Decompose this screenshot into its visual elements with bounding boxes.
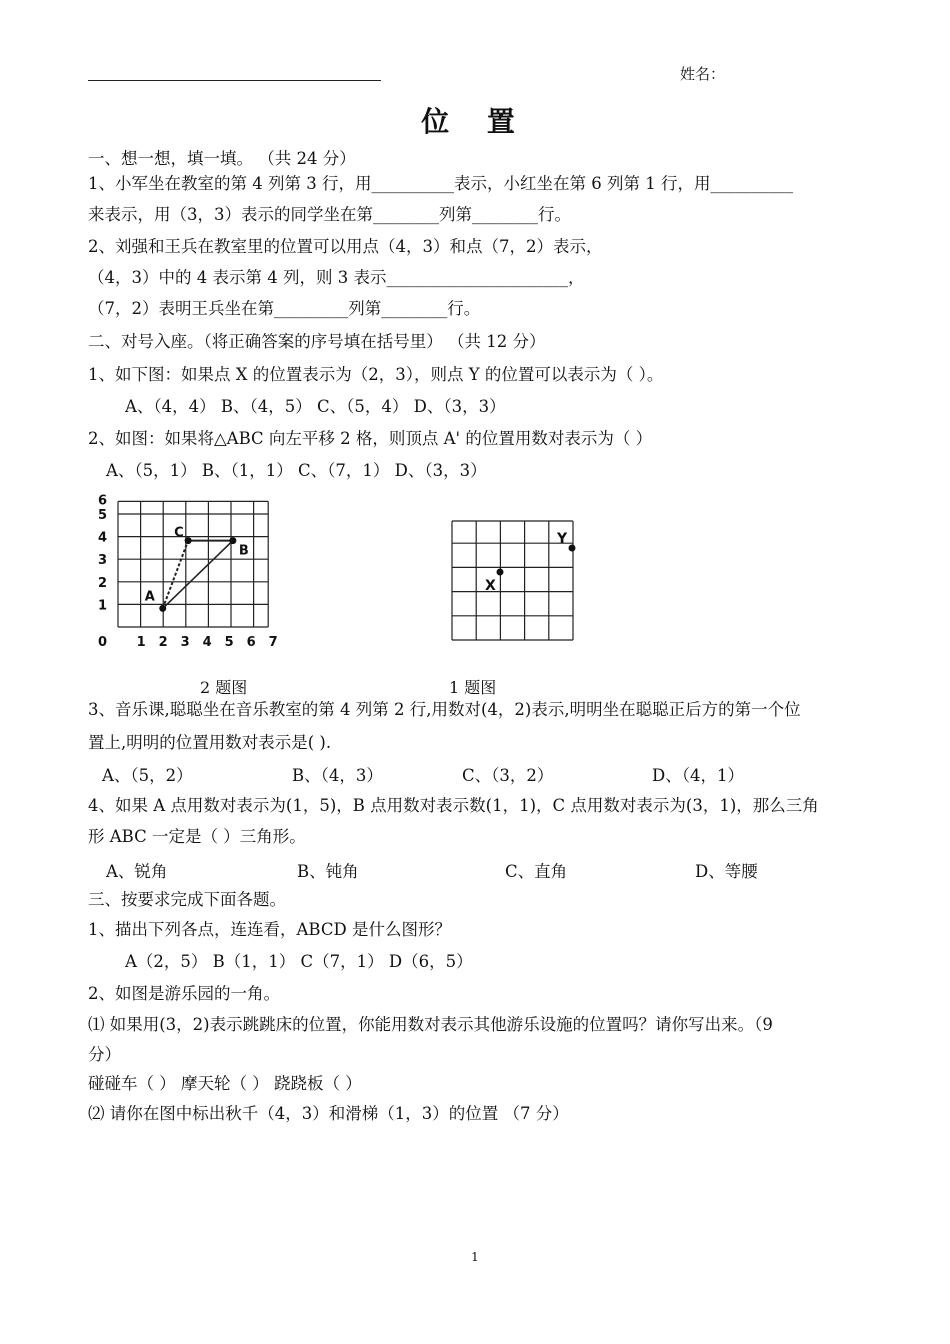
figure-2-grid [92,494,287,650]
q1-2-line1: 2、刘强和王兵在教室里的位置可以用点（4，3）和点（7，2）表示， [88,237,603,256]
section-1-heading: 一、想一想，填一填。 （共 24 分） [88,149,356,168]
q3-2-part2: ⑵ 请你在图中标出秋千（4，3）和滑梯（1，3）的位置 （7 分） [88,1104,569,1123]
q2-2-options: A、（5，1） B、（1，1） C、（7，1） D、（3，3） [106,461,487,480]
x-tick-label: 1 [136,635,146,650]
point-label-a: A [144,589,155,605]
q2-2-text: 2、如图：如果将△ABC 向左平移 2 格，则顶点 A' 的位置用数对表示为（ ） [88,429,653,448]
q2-4-option-a: A、锐角 [106,862,168,881]
q3-2-text: 2、如图是游乐园的一角。 [88,984,280,1003]
segment-ab [163,541,233,609]
q1-2-line2: （4，3）中的 4 表示第 4 列，则 3 表示______________________， [88,268,585,287]
name-underline [88,80,381,81]
page-number: 1 [471,1250,479,1264]
point-a [159,605,166,612]
q3-1-text: 1、描出下列各点，连连看，ABCD 是什么图形？ [88,920,451,939]
figure-1-caption: 1 题图 [449,678,497,697]
point-y [569,545,576,552]
q3-2-part1-line2: 分） [88,1045,121,1064]
q2-3-line2: 置上,明明的位置用数对表示是( ). [88,733,332,752]
x-tick-label: 3 [180,635,190,650]
point-label-y: Y [557,531,568,547]
point-c [185,537,192,544]
q2-4-option-c: C、直角 [505,862,568,881]
point-label-x: X [485,578,496,594]
name-label: 姓名： [680,65,726,83]
point-x [497,569,504,576]
x-tick-label: 7 [268,635,278,650]
point-label-b: B [238,543,249,559]
q2-3-option-d: D、（4，1） [652,766,744,785]
q3-2-part1-line1: ⑴ 如果用(3，2)表示跳跳床的位置，你能用数对表示其他游乐设施的位置吗？请你写出来。（9 [88,1015,773,1034]
q2-3-option-c: C、（3，2） [462,766,554,785]
q1-2-line3: （7，2）表明王兵坐在第_________列第________行。 [88,299,481,318]
q1-1-line2: 来表示，用（3，3）表示的同学坐在第________列第________行。 [88,205,571,224]
q2-4-line2: 形 ABC 一定是（ ）三角形。 [88,827,306,846]
x-tick-label: 2 [158,635,168,650]
q3-2-answers: 碰碰车（ ） 摩天轮（ ） 跷跷板（ ） [88,1074,362,1093]
x-tick-label: 4 [202,635,212,650]
q2-3-option-a: A、（5，2） [102,766,193,785]
q2-4-line1: 4、如果 A 点用数对表示为(1，5)，B 点用数对表示数(1，1)，C 点用数对表示为(3，1)，那么三角 [88,796,819,815]
point-b [229,537,236,544]
x-tick-label: 6 [246,635,256,650]
q2-3-option-b: B、（4，3） [292,766,383,785]
q2-4-option-b: B、钝角 [297,862,359,881]
section-2-heading: 二、对号入座。（将正确答案的序号填在括号里） （共 12 分） [88,332,546,351]
y-tick-label: 4 [98,530,108,546]
q3-1-points: A（2，5） B（1，1） C（7，1） D（6，5） [125,952,473,971]
point-label-c: C [174,525,184,541]
q2-1-text: 1、如下图：如果点 X 的位置表示为（2，3），则点 Y 的位置可以表示为（ ）。 [88,365,664,384]
q2-4-option-d: D、等腰 [695,862,758,881]
q2-3-line1: 3、音乐课,聪聪坐在音乐教室的第 4 列第 2 行,用数对(4，2)表示,明明坐在聪聪正后方的第一个位 [88,700,801,719]
figure-1-grid [447,520,582,645]
q1-1-line1: 1、小军坐在教室的第 4 列第 3 行，用__________表示，小红坐在第 6 列第 1 行，用__________ [88,174,793,193]
y-tick-label: 5 [98,508,108,523]
segment-ac [163,541,188,609]
section-3-heading: 三、按要求完成下面各题。 [88,890,286,909]
q2-1-options: A、（4，4） B、（4，5） C、（5，4） D、（3，3） [125,397,506,416]
figure-2-caption: 2 题图 [200,678,248,697]
y-tick-label: 1 [98,598,108,614]
y-tick-label: 2 [98,575,108,591]
y-tick-label: 3 [98,553,108,569]
y-tick-label: 6 [98,494,108,509]
page-title: 位 置 [421,105,529,138]
x-tick-label: 0 [98,635,108,650]
x-tick-label: 5 [224,635,234,650]
